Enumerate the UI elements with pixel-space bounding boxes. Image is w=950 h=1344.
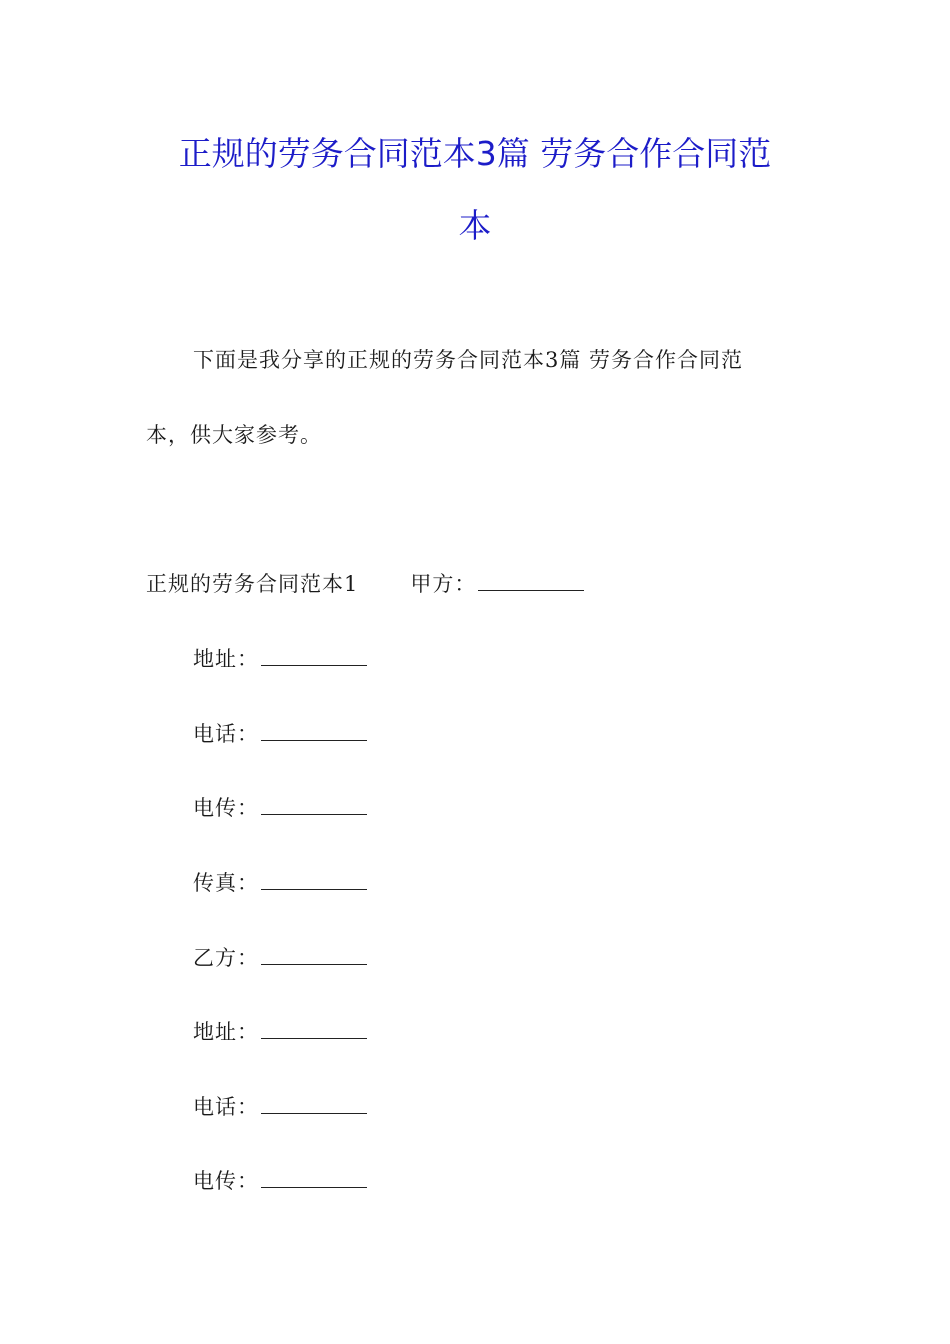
field-row: [193, 869, 367, 897]
party-a-label: 甲方：: [410, 572, 477, 596]
field-row: [193, 720, 367, 748]
field-blank: [261, 645, 367, 666]
field-row: [193, 1093, 367, 1121]
intro-paragraph-line2: 本，供大家参考。: [146, 423, 322, 447]
field-label: 地址：: [193, 1020, 259, 1044]
field-label: 传真：: [193, 871, 259, 895]
section-heading: 正规的劳务合同范本1: [146, 572, 359, 596]
field-label: 电传：: [193, 796, 259, 820]
field-blank: [261, 869, 367, 890]
party-a-blank: [478, 570, 584, 591]
field-row: [193, 1167, 367, 1195]
field-label: 电传：: [193, 1169, 259, 1193]
field-row: [193, 1018, 367, 1046]
field-row: [193, 944, 367, 972]
field-blank: [261, 944, 367, 965]
field-blank: [261, 794, 367, 815]
field-row: [193, 645, 367, 673]
field-row: [193, 794, 367, 822]
document-title-line1: 正规的劳务合同范本3篇 劳务合作合同范: [178, 134, 772, 173]
section-heading-row: [146, 570, 584, 598]
field-blank: [261, 1018, 367, 1039]
document-title-line2: 本: [458, 206, 492, 245]
field-label: 乙方：: [193, 946, 259, 970]
field-label: 电话：: [193, 1095, 259, 1119]
field-blank: [261, 1167, 367, 1188]
field-blank: [261, 1093, 367, 1114]
intro-paragraph-line1: 下面是我分享的正规的劳务合同范本3篇 劳务合作合同范: [193, 348, 744, 372]
field-label: 电话：: [193, 722, 259, 746]
field-label: 地址：: [193, 647, 259, 671]
field-blank: [261, 720, 367, 741]
